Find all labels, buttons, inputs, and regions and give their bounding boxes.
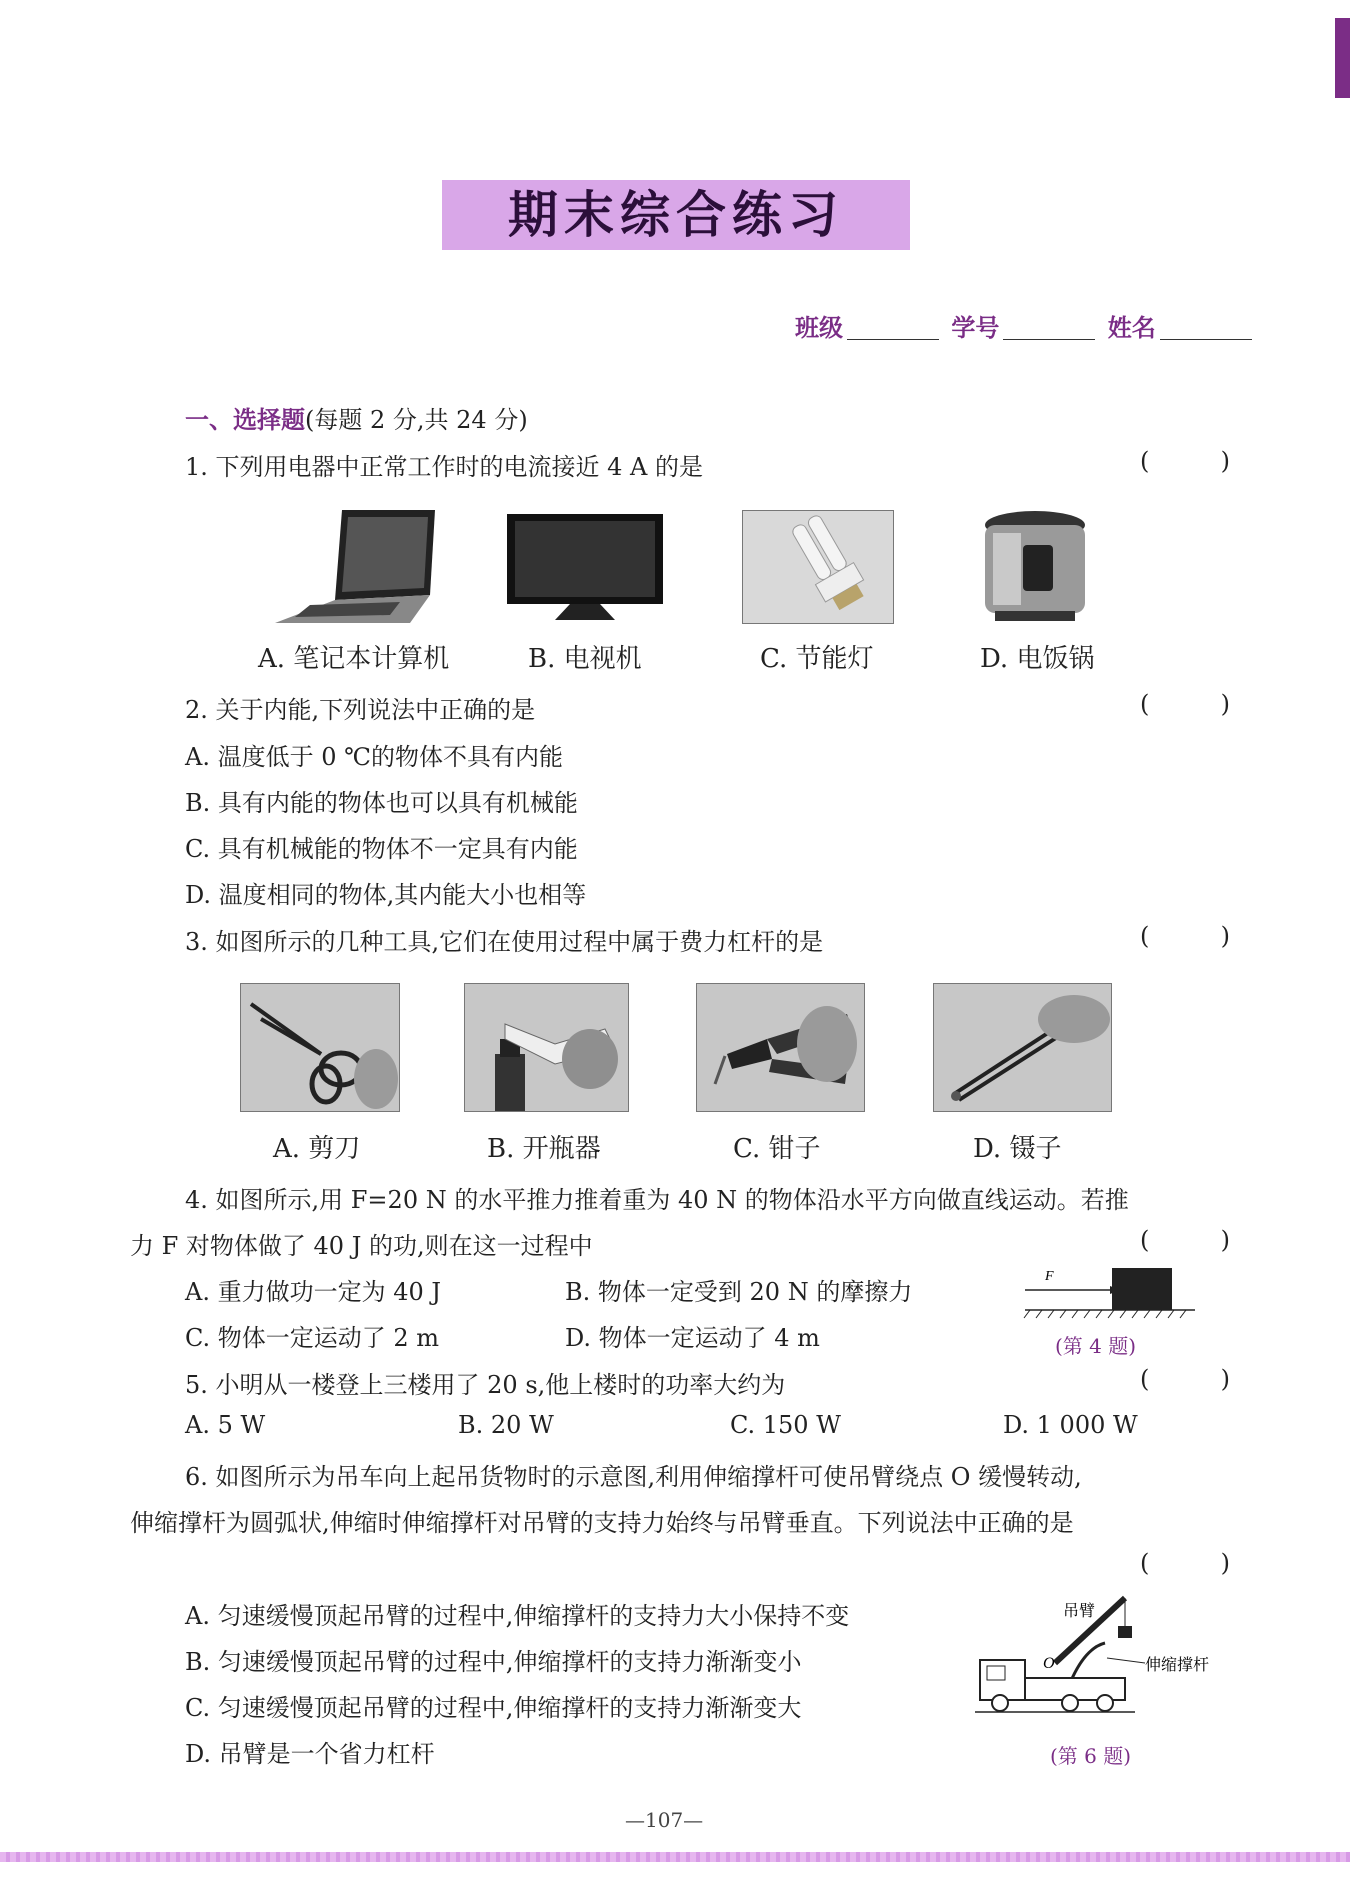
q5-option-c: C. 150 W — [730, 1411, 841, 1439]
q4-option-c: C. 物体一定运动了 2 m — [185, 1324, 440, 1352]
cargo-icon — [1118, 1626, 1132, 1638]
q4-stem-line2: 力 F 对物体做了 40 J 的功,则在这一过程中 — [130, 1232, 593, 1260]
lamp-icon — [743, 511, 893, 623]
q4-option-a: A. 重力做功一定为 40 J — [185, 1278, 442, 1306]
q4-option-d: D. 物体一定运动了 4 m — [565, 1324, 820, 1352]
pliers-photo — [696, 983, 865, 1112]
q6-option-b: B. 匀速缓慢顶起吊臂的过程中,伸缩撑杆的支持力渐渐变小 — [185, 1648, 802, 1676]
q1-option-d: D. 电饭锅 — [980, 644, 1095, 674]
tweezers-icon — [934, 984, 1111, 1111]
q6-arm-label: 吊臂 — [1063, 1601, 1096, 1620]
page-title: 期末综合练习 — [508, 186, 844, 244]
q4-force-diagram — [1020, 1260, 1200, 1320]
class-label: 班级 — [795, 314, 843, 342]
q6-pivot-label: O — [1043, 1655, 1055, 1672]
q2-answer-paren[interactable]: ( ) — [1140, 690, 1230, 718]
q5-stem: 5. 小明从一楼登上三楼用了 20 s,他上楼时的功率大约为 — [185, 1371, 786, 1399]
q6-option-d: D. 吊臂是一个省力杠杆 — [185, 1740, 435, 1768]
q2-option-b: B. 具有内能的物体也可以具有机械能 — [185, 789, 578, 817]
scissors-photo — [240, 983, 400, 1112]
class-blank[interactable] — [847, 339, 939, 340]
energy-saving-lamp-image — [742, 510, 894, 624]
q6-stem-line2: 伸缩撑杆为圆弧状,伸缩时伸缩撑杆对吊臂的支持力始终与吊臂垂直。下列说法中正确的是 — [130, 1509, 1074, 1537]
q2-option-d: D. 温度相同的物体,其内能大小也相等 — [185, 881, 587, 909]
footer-decoration — [0, 1852, 1350, 1862]
scissors-icon — [241, 984, 399, 1111]
number-blank[interactable] — [1003, 339, 1095, 340]
student-info-fields — [795, 308, 1256, 343]
q6-strut-label: 伸缩撑杆 — [1145, 1655, 1210, 1674]
tv-image — [505, 512, 665, 624]
q4-answer-paren[interactable]: ( ) — [1140, 1226, 1230, 1254]
name-blank[interactable] — [1160, 339, 1252, 340]
rice-cooker-image — [975, 505, 1095, 630]
rice-cooker-icon — [975, 505, 1095, 630]
q4-figure-caption: (第 4 题) — [1055, 1334, 1137, 1358]
pliers-icon — [697, 984, 864, 1111]
laptop-image — [270, 505, 440, 625]
q6-stem-line1: 6. 如图所示为吊车向上起吊货物时的示意图,利用伸缩撑杆可使吊臂绕点 O 缓慢转动, — [185, 1463, 1082, 1491]
q1-answer-paren[interactable]: ( ) — [1140, 447, 1230, 475]
q2-stem: 2. 关于内能,下列说法中正确的是 — [185, 696, 536, 724]
q6-option-a: A. 匀速缓慢顶起吊臂的过程中,伸缩撑杆的支持力大小保持不变 — [185, 1602, 850, 1630]
q3-option-c: C. 钳子 — [733, 1134, 821, 1164]
q6-figure-caption: (第 6 题) — [1050, 1744, 1132, 1768]
television-icon — [505, 512, 665, 624]
laptop-icon — [270, 505, 440, 625]
number-label: 学号 — [951, 314, 1000, 342]
q3-stem: 3. 如图所示的几种工具,它们在使用过程中属于费力杠杆的是 — [185, 928, 824, 956]
q2-option-a: A. 温度低于 0 ℃的物体不具有内能 — [185, 743, 563, 771]
bottle-opener-icon — [465, 984, 628, 1111]
q1-option-a: A. 笔记本计算机 — [258, 644, 450, 674]
tweezers-photo — [933, 983, 1112, 1112]
bottle-opener-photo — [464, 983, 629, 1112]
q4-stem-line1: 4. 如图所示,用 F=20 N 的水平推力推着重为 40 N 的物体沿水平方向做直线运动。若推 — [185, 1186, 1129, 1214]
q4-option-b: B. 物体一定受到 20 N 的摩擦力 — [565, 1278, 913, 1306]
q1-option-b: B. 电视机 — [528, 644, 642, 674]
name-label: 姓名 — [1107, 314, 1156, 342]
q5-answer-paren[interactable]: ( ) — [1140, 1365, 1230, 1393]
q6-crane-diagram — [975, 1588, 1225, 1718]
q5-option-b: B. 20 W — [458, 1411, 554, 1439]
q6-option-c: C. 匀速缓慢顶起吊臂的过程中,伸缩撑杆的支持力渐渐变大 — [185, 1694, 802, 1722]
block-icon — [1112, 1268, 1172, 1310]
q1-stem: 1. 下列用电器中正常工作时的电流接近 4 A 的是 — [185, 453, 704, 481]
section-heading — [185, 400, 528, 435]
section-title: 一、选择题 — [185, 406, 305, 434]
section-note: (每题 2 分,共 24 分) — [305, 406, 528, 434]
q1-option-c: C. 节能灯 — [760, 644, 874, 674]
q3-option-a: A. 剪刀 — [273, 1134, 361, 1164]
q2-option-c: C. 具有机械能的物体不一定具有内能 — [185, 835, 578, 863]
q3-answer-paren[interactable]: ( ) — [1140, 922, 1230, 950]
q3-option-d: D. 镊子 — [973, 1134, 1062, 1164]
page-number: —107— — [625, 1808, 704, 1832]
q5-option-d: D. 1 000 W — [1003, 1411, 1138, 1439]
q3-option-b: B. 开瓶器 — [487, 1134, 601, 1164]
q5-option-a: A. 5 W — [185, 1411, 266, 1439]
q4-force-label: F — [1045, 1269, 1054, 1284]
q6-answer-paren[interactable]: ( ) — [1140, 1549, 1230, 1577]
page-corner-tab — [1335, 18, 1350, 98]
